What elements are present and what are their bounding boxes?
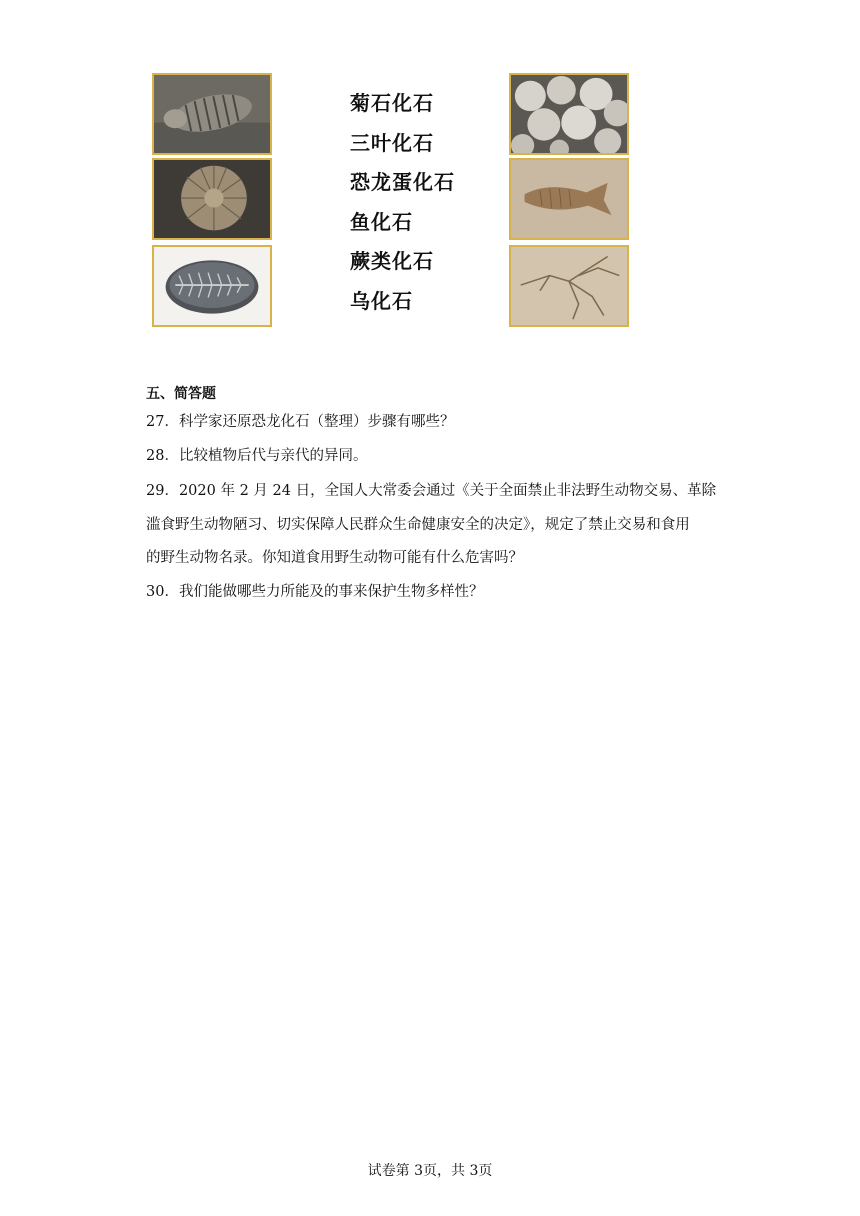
bird-fossil-photo bbox=[509, 245, 629, 327]
fish-fossil-photo bbox=[509, 158, 629, 240]
fern-fossil-photo bbox=[152, 245, 272, 327]
fossil-name-item: 鱼化石 bbox=[350, 209, 413, 234]
fossil-name-list bbox=[350, 84, 455, 321]
section-title: 五、简答题 bbox=[146, 386, 216, 402]
trilobite-fossil-photo bbox=[152, 73, 272, 155]
question-29-line-1: 29．2020 年 2 月 24 日，全国人大常委会通过《关于全面禁止非法野生动物交易、革除 bbox=[146, 483, 717, 499]
question-28: 28．比较植物后代与亲代的异同。 bbox=[146, 448, 368, 464]
question-29-line-3: 的野生动物名录。你知道食用野生动物可能有什么危害吗？ bbox=[146, 550, 523, 566]
fossil-name-item: 菊石化石 bbox=[350, 91, 434, 115]
fossil-name-item: 乌化石 bbox=[350, 288, 413, 313]
dinosaur-egg-fossil-photo bbox=[509, 73, 629, 155]
ammonite-fossil-photo bbox=[152, 158, 272, 240]
question-29-line-2: 滥食野生动物陋习、切实保障人民群众生命健康安全的决定》，规定了禁止交易和食用 bbox=[146, 517, 690, 533]
page-footer: 试卷第 3页，共 3页 bbox=[367, 1163, 493, 1179]
fossil-name-item: 三叶化石 bbox=[350, 130, 434, 155]
question-30: 30．我们能做哪些力所能及的事来保护生物多样性？ bbox=[146, 584, 484, 600]
fossil-name-item: 恐龙蛋化石 bbox=[350, 170, 455, 194]
fossil-name-item: 蕨类化石 bbox=[350, 249, 434, 273]
question-27: 27．科学家还原恐龙化石（整理）步骤有哪些？ bbox=[146, 414, 455, 430]
